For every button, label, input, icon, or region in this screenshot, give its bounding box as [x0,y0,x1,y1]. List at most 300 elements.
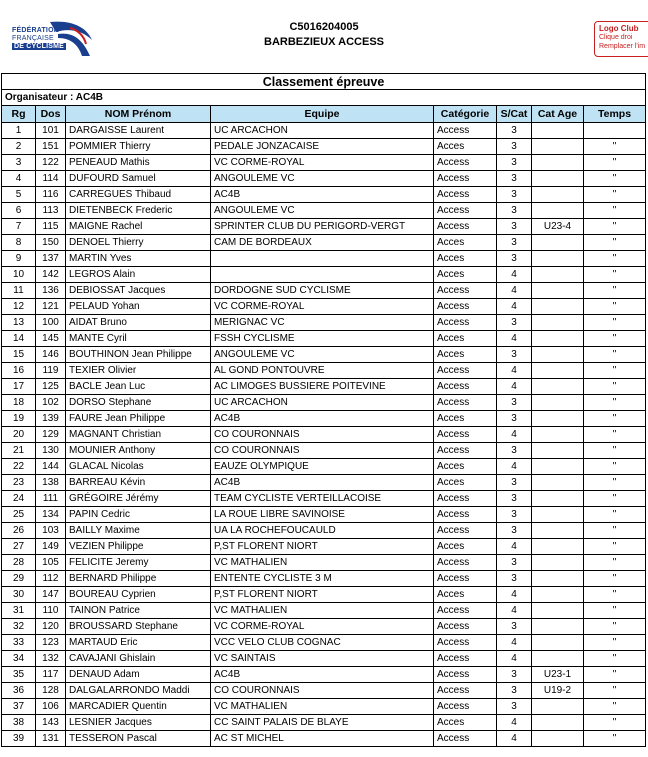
cell-subcategory: 3 [497,251,532,267]
col-header-age-category[interactable]: Cat Age [532,106,584,123]
cell-category: Access [434,651,497,667]
cell-category: Access [434,315,497,331]
cell-time: " [584,187,646,203]
cell-team: FSSH CYCLISME [211,331,434,347]
cell-age-category [532,635,584,651]
table-row [2,251,646,267]
cell-time: " [584,619,646,635]
cell-bib: 110 [36,603,66,619]
cell-age-category [532,235,584,251]
table-row [2,603,646,619]
cell-time: " [584,395,646,411]
cell-time: " [584,347,646,363]
table-row [2,123,646,139]
cell-name: FAURE Jean Philippe [66,411,211,427]
cell-rank: 22 [2,459,36,475]
cell-bib: 114 [36,171,66,187]
table-row [2,571,646,587]
cell-rank: 20 [2,427,36,443]
cell-time: " [584,299,646,315]
col-header-team[interactable]: Equipe [211,106,434,123]
table-row [2,171,646,187]
cell-rank: 21 [2,443,36,459]
cell-rank: 24 [2,491,36,507]
cell-time: " [584,523,646,539]
cell-rank: 28 [2,555,36,571]
cell-age-category [532,491,584,507]
cell-rank: 35 [2,667,36,683]
cell-rank: 8 [2,235,36,251]
cell-team: AC4B [211,411,434,427]
col-header-category[interactable]: Catégorie [434,106,497,123]
table-row [2,155,646,171]
table-row [2,443,646,459]
cell-time: " [584,219,646,235]
cell-bib: 113 [36,203,66,219]
cell-category: Access [434,363,497,379]
cell-team [211,251,434,267]
cell-age-category [532,651,584,667]
cell-bib: 137 [36,251,66,267]
cell-team: VC CORME-ROYAL [211,619,434,635]
cell-time: " [584,315,646,331]
cell-team: VC CORME-ROYAL [211,155,434,171]
cell-name: AIDAT Bruno [66,315,211,331]
cell-subcategory: 4 [497,603,532,619]
cell-rank: 6 [2,203,36,219]
cell-team: VC CORME-ROYAL [211,299,434,315]
cell-team: AC4B [211,475,434,491]
cell-time [584,123,646,139]
cell-name: MARTIN Yves [66,251,211,267]
cell-category: Acces [434,475,497,491]
cell-age-category [532,603,584,619]
organizer-row [2,90,646,106]
cell-rank: 19 [2,411,36,427]
cell-time: " [584,411,646,427]
cell-subcategory: 4 [497,379,532,395]
cell-rank: 16 [2,363,36,379]
table-row [2,619,646,635]
cell-bib: 105 [36,555,66,571]
table-row [2,667,646,683]
cell-team [211,267,434,283]
cell-rank: 29 [2,571,36,587]
cell-category: Access [434,443,497,459]
cell-subcategory: 3 [497,395,532,411]
cell-team: ANGOULEME VC [211,171,434,187]
cell-subcategory: 4 [497,331,532,347]
cell-category: Access [434,667,497,683]
cell-bib: 119 [36,363,66,379]
cell-age-category [532,363,584,379]
cell-name: BOUTHINON Jean Philippe [66,347,211,363]
cell-team: UC ARCACHON [211,395,434,411]
cell-team: CAM DE BORDEAUX [211,235,434,251]
cell-time: " [584,539,646,555]
cell-category: Access [434,571,497,587]
cell-age-category [532,443,584,459]
cell-name: MAGNANT Christian [66,427,211,443]
cell-category: Acces [434,267,497,283]
cell-age-category [532,155,584,171]
cell-subcategory: 3 [497,491,532,507]
cell-category: Access [434,523,497,539]
cell-age-category [532,619,584,635]
cell-age-category: U23-1 [532,667,584,683]
cell-subcategory: 4 [497,635,532,651]
table-row [2,267,646,283]
col-header-name[interactable]: NOM Prénom [66,106,211,123]
cell-bib: 130 [36,443,66,459]
club-logo-line3: Remplacer l'im [599,43,646,50]
cell-bib: 101 [36,123,66,139]
cell-category: Acces [434,347,497,363]
cell-category: Access [434,155,497,171]
cell-age-category [532,475,584,491]
cell-bib: 146 [36,347,66,363]
cell-name: TAINON Patrice [66,603,211,619]
ffc-line3: DE CYCLISME [14,43,65,50]
cell-subcategory: 3 [497,523,532,539]
cell-time: " [584,507,646,523]
cell-team: P,ST FLORENT NIORT [211,539,434,555]
cell-rank: 4 [2,171,36,187]
table-row [2,347,646,363]
cell-name: PAPIN Cedric [66,507,211,523]
cell-name: DARGAISSE Laurent [66,123,211,139]
cell-team: MERIGNAC VC [211,315,434,331]
cell-bib: 136 [36,283,66,299]
cell-name: BOUREAU Cyprien [66,587,211,603]
cell-bib: 145 [36,331,66,347]
cell-subcategory: 3 [497,571,532,587]
cell-subcategory: 3 [497,139,532,155]
table-row [2,651,646,667]
cell-name: DENAUD Adam [66,667,211,683]
cell-rank: 32 [2,619,36,635]
cell-category: Acces [434,251,497,267]
cell-category: Acces [434,459,497,475]
cell-time: " [584,603,646,619]
cell-team: AC4B [211,187,434,203]
cell-time: " [584,443,646,459]
cell-rank: 23 [2,475,36,491]
cell-age-category [532,267,584,283]
cell-category: Access [434,699,497,715]
cell-name: DENOEL Thierry [66,235,211,251]
cell-age-category [532,171,584,187]
cell-bib: 144 [36,459,66,475]
cell-team: AC ST MICHEL [211,731,434,747]
cell-subcategory: 3 [497,555,532,571]
cell-subcategory: 3 [497,171,532,187]
cell-name: DIETENBECK Frederic [66,203,211,219]
cell-category: Access [434,395,497,411]
table-row [2,187,646,203]
table-row [2,411,646,427]
cell-name: LESNIER Jacques [66,715,211,731]
cell-name: MANTE Cyril [66,331,211,347]
cell-time: " [584,283,646,299]
cell-rank: 33 [2,635,36,651]
cell-team: VC MATHALIEN [211,555,434,571]
cell-subcategory: 3 [497,411,532,427]
cell-category: Access [434,427,497,443]
organizer-label: Organisateur : AC4B [2,90,646,106]
cell-bib: 117 [36,667,66,683]
cell-time: " [584,459,646,475]
table-row [2,203,646,219]
cell-team: P,ST FLORENT NIORT [211,587,434,603]
cell-team: VC MATHALIEN [211,699,434,715]
cell-subcategory: 4 [497,587,532,603]
cell-rank: 38 [2,715,36,731]
cell-name: DORSO Stephane [66,395,211,411]
cell-name: GLACAL Nicolas [66,459,211,475]
table-row [2,555,646,571]
cell-rank: 30 [2,587,36,603]
cell-team: AL GOND PONTOUVRE [211,363,434,379]
cell-category: Access [434,299,497,315]
cell-bib: 111 [36,491,66,507]
cell-bib: 121 [36,299,66,315]
cell-team: CO COURONNAIS [211,683,434,699]
cell-age-category [532,459,584,475]
cell-subcategory: 3 [497,475,532,491]
cell-subcategory: 3 [497,187,532,203]
cell-category: Access [434,731,497,747]
cell-bib: 147 [36,587,66,603]
cell-bib: 100 [36,315,66,331]
cell-name: CARREGUES Thibaud [66,187,211,203]
cell-subcategory: 3 [497,235,532,251]
cell-name: TEXIER Olivier [66,363,211,379]
cell-category: Acces [434,139,497,155]
cell-rank: 27 [2,539,36,555]
cell-subcategory: 3 [497,203,532,219]
cell-name: MOUNIER Anthony [66,443,211,459]
cell-age-category [532,571,584,587]
event-name: BARBEZIEUX ACCESS [264,36,384,48]
club-logo-line1: Logo Club [599,24,639,33]
cell-age-category [532,187,584,203]
cell-team: UC ARCACHON [211,123,434,139]
table-row [2,363,646,379]
club-logo-placeholder[interactable] [594,21,648,57]
cell-time: " [584,331,646,347]
cell-bib: 138 [36,475,66,491]
cell-bib: 129 [36,427,66,443]
ffc-line1: FÉDÉRATION [12,27,59,34]
cell-age-category [532,347,584,363]
cell-rank: 25 [2,507,36,523]
cell-team: VCC VELO CLUB COGNAC [211,635,434,651]
cell-category: Acces [434,539,497,555]
cell-bib: 103 [36,523,66,539]
cell-name: LEGROS Alain [66,267,211,283]
cell-time: " [584,731,646,747]
cell-category: Access [434,555,497,571]
cell-time: " [584,251,646,267]
cell-bib: 106 [36,699,66,715]
cell-subcategory: 3 [497,347,532,363]
cell-rank: 39 [2,731,36,747]
cell-team: LA ROUE LIBRE SAVINOISE [211,507,434,523]
cell-rank: 26 [2,523,36,539]
cell-age-category [532,715,584,731]
cell-time: " [584,699,646,715]
cell-name: CAVAJANI Ghislain [66,651,211,667]
cell-age-category [532,283,584,299]
cell-time: " [584,427,646,443]
cell-rank: 17 [2,379,36,395]
cell-category: Access [434,283,497,299]
cell-age-category [532,203,584,219]
cell-subcategory: 4 [497,427,532,443]
cell-bib: 132 [36,651,66,667]
cell-age-category [532,523,584,539]
cell-time: " [584,587,646,603]
cell-category: Access [434,171,497,187]
cell-subcategory: 4 [497,651,532,667]
table-row [2,283,646,299]
club-logo-line2: Clique droi [599,34,633,41]
col-header-rg[interactable]: Rg [2,106,36,123]
cell-rank: 3 [2,155,36,171]
cell-category: Acces [434,587,497,603]
cell-name: VEZIEN Philippe [66,539,211,555]
cell-time: " [584,203,646,219]
cell-name: PELAUD Yohan [66,299,211,315]
cell-time: " [584,667,646,683]
cell-age-category [532,699,584,715]
cell-time: " [584,571,646,587]
cell-category: Access [434,203,497,219]
cell-category: Access [434,507,497,523]
cell-name: BARREAU Kévin [66,475,211,491]
cell-subcategory: 3 [497,443,532,459]
cell-name: BERNARD Philippe [66,571,211,587]
cell-name: DUFOURD Samuel [66,171,211,187]
cell-bib: 115 [36,219,66,235]
cell-rank: 12 [2,299,36,315]
cell-subcategory: 3 [497,315,532,331]
cell-bib: 151 [36,139,66,155]
cell-rank: 34 [2,651,36,667]
cell-time: " [584,683,646,699]
cell-category: Access [434,683,497,699]
cell-name: PENEAUD Mathis [66,155,211,171]
cell-subcategory: 3 [497,619,532,635]
table-row [2,315,646,331]
cell-bib: 125 [36,379,66,395]
cell-subcategory: 4 [497,363,532,379]
cell-category: Access [434,219,497,235]
table-row [2,379,646,395]
cell-rank: 31 [2,603,36,619]
cell-age-category [532,587,584,603]
cell-age-category [532,395,584,411]
cell-team: EAUZE OLYMPIQUE [211,459,434,475]
cell-name: MAIGNE Rachel [66,219,211,235]
cell-time: " [584,651,646,667]
cell-rank: 10 [2,267,36,283]
cell-subcategory: 4 [497,459,532,475]
cell-team: CO COURONNAIS [211,427,434,443]
col-header-subcategory[interactable]: S/Cat [497,106,532,123]
cell-age-category [532,379,584,395]
table-row [2,539,646,555]
cell-team: AC4B [211,667,434,683]
cell-bib: 131 [36,731,66,747]
cell-category: Acces [434,235,497,251]
cell-bib: 120 [36,619,66,635]
col-header-dos[interactable]: Dos [36,106,66,123]
cell-subcategory: 4 [497,539,532,555]
cell-age-category [532,731,584,747]
cell-subcategory: 4 [497,299,532,315]
cell-subcategory: 3 [497,507,532,523]
cell-bib: 143 [36,715,66,731]
cell-age-category: U23-4 [532,219,584,235]
table-row [2,523,646,539]
table-row [2,635,646,651]
cell-bib: 128 [36,683,66,699]
table-row [2,459,646,475]
table-row [2,331,646,347]
cell-age-category [532,299,584,315]
cell-category: Access [434,491,497,507]
table-title: Classement épreuve [2,74,646,90]
cell-bib: 142 [36,267,66,283]
cell-bib: 102 [36,395,66,411]
cell-rank: 18 [2,395,36,411]
cell-bib: 149 [36,539,66,555]
cell-bib: 139 [36,411,66,427]
cell-age-category [532,555,584,571]
cell-subcategory: 4 [497,283,532,299]
cell-category: Access [434,187,497,203]
cell-name: MARTAUD Eric [66,635,211,651]
cell-name: GRÉGOIRE Jérémy [66,491,211,507]
cell-time: " [584,363,646,379]
cell-category: Acces [434,331,497,347]
cell-time: " [584,235,646,251]
cell-team: AC LIMOGES BUSSIERE POITEVINE [211,379,434,395]
cell-rank: 1 [2,123,36,139]
cell-name: BACLE Jean Luc [66,379,211,395]
cell-rank: 2 [2,139,36,155]
cell-rank: 11 [2,283,36,299]
cell-rank: 37 [2,699,36,715]
cell-subcategory: 3 [497,219,532,235]
cell-age-category [532,427,584,443]
cell-team: ANGOULEME VC [211,347,434,363]
cell-team: ENTENTE CYCLISTE 3 M [211,571,434,587]
cell-category: Access [434,379,497,395]
cell-time: " [584,491,646,507]
cell-age-category [532,507,584,523]
table-header-row [2,106,646,123]
col-header-time[interactable]: Temps [584,106,646,123]
cell-name: BAILLY Maxime [66,523,211,539]
table-row [2,475,646,491]
cell-subcategory: 4 [497,267,532,283]
cell-rank: 36 [2,683,36,699]
cell-time: " [584,267,646,283]
table-row [2,395,646,411]
